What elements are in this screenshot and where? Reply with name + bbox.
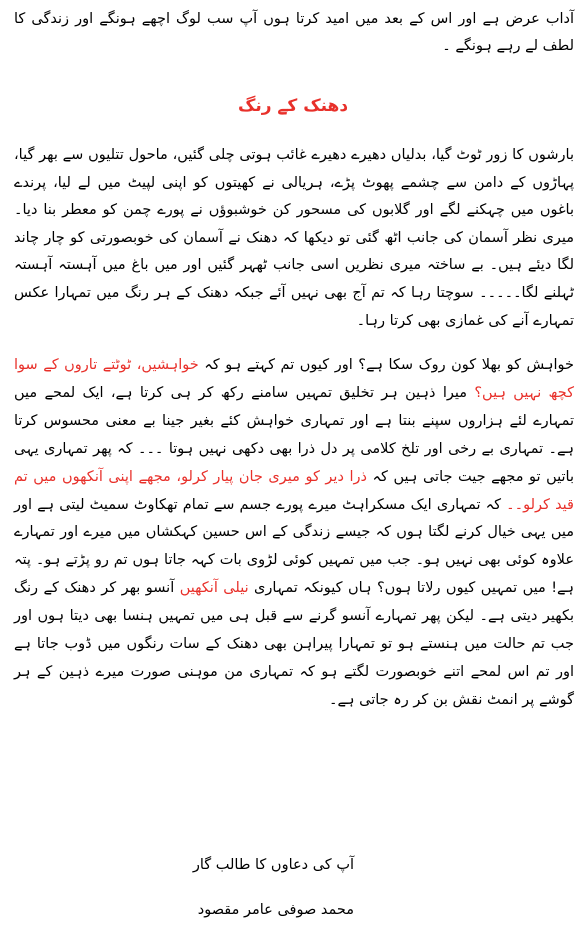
body-text: خواہش کو بھلا کون روک سکا ہے؟ اور کیوں تم کہتے ہو کہ — [198, 357, 574, 373]
body-paragraph-2 — [14, 352, 574, 715]
greeting-paragraph: آداب عرض ہے اور اس کے بعد میں امید کرتا ہوں آپ سب لوگ اچھے ہونگے اور زندگی کا لطف لے رہے ہونگے ۔ — [14, 11, 574, 54]
highlighted-text: خواہشیں، ٹوٹتے تاروں کے سوا کچھ نہیں ہیں؟ — [14, 357, 574, 401]
highlighted-text: ذرا دیر کو میری جان پیار کرلو، مجھے اپنی آنکھوں میں تم قید کرلو۔۔ — [14, 468, 574, 513]
highlighted-text: نیلی آنکھیں — [179, 580, 249, 597]
body-text: کہ تمہاری ایک مسکراہٹ میرے پورے جسم سے تمام تھکاوٹ سمیٹ لیتی ہے اور میں یہی خیال کرنے لگتا ہوں کہ جیسے زندگی کے اس حسین کہکشاں میں میرے اور تمہارے علاوہ کوئی بھی نہیں ہو۔ جب میں تمہیں کوئی لڑوی بات کہہ جاتا ہوں تم رو پڑتے ہو۔ پتہ ہے! میں تمہیں کیوں رلاتا ہوں؟ ہاں کیونکہ تمہاری — [14, 496, 575, 597]
article-title: دھنک کے رنگ — [237, 96, 349, 116]
body-text: آنسو بھر کر دھنک کے رنگ بکھیر دیتی ہے۔ لیکن پھر تمہارے آنسو گرنے سے قبل ہی میں تمہیں ہنسا بھی دیتا ہوں اور جب تم حالت میں ہنستے ہو تو تمہارا پیراہن بھی دھنک کے سات رنگوں میں ڈوب جاتا ہے اور تم اس لمحے اتنے خوبصورت لگتے ہو کہ تمہاری من موہنی صورت میرے ذہین کے ہر گوشے پر انمٹ نقش بن کر رہ جاتی ہے۔ — [14, 580, 574, 708]
signature-author: محمد صوفی عامر مقصود — [197, 902, 354, 918]
body-paragraph-1: بارشوں کا زور ٹوٹ گیا، بدلیاں دھیرے دھیرے غائب ہوتی چلی گئیں، ماحول تتلیوں سے بھر گیا، پہاڑوں کے دامن سے چشمے پھوٹ پڑے، ہریالی نے کھیتوں کو اپنی لپیٹ میں لے لیا، پرندے باغوں میں چہکنے لگے اور گلابوں کی مسحور کن خوشبوؤں نے پورے چمن کو معطر بنا دیا۔ میری نظر آسمان کی جانب اٹھ گئی تو دیکھا کہ دھنک نے آسمان کی خوبصورتی کو چار چاند لگا دیئے ہیں۔ بے ساختہ میری نظریں اسی جانب ٹھہر گئیں اور میں باغ میں آہستہ آہستہ ٹہلنے لگا۔۔۔۔۔ سوچتا رہا کہ تم آج بھی نہیں آئے جبکہ دھنک کے ہر رنگ میں تمہارا عکس تمہارے آنے کی غمازی بھی کرتا رہا۔ — [14, 147, 574, 329]
signature-closing: آپ کی دعاوں کا طالب گار — [192, 857, 354, 873]
body-text: میرا ذہین ہر تخلیق تمہیں سامنے رکھ کر ہی کرتا ہے، ایک لمحے میں تمہارے لئے ہزاروں سپنے بنتا ہے اور تمہاری خواہش کئے بغیر جینا بے معنی محسوس کرتا ہے۔ تمہاری بے رخی اور تلخ کلامی پر دل ذرا بھی دکھی نہیں ہوتا ۔۔۔ کہ پھر تمہاری یہی باتیں تو مجھے جیت جاتی ہیں کہ — [14, 384, 575, 485]
